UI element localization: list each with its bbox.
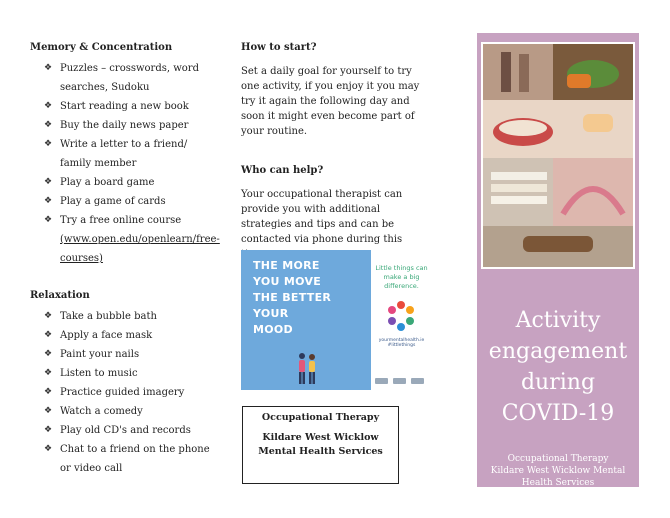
- poster-fine-print: [241, 338, 371, 353]
- cover-title: [477, 305, 639, 429]
- contact-box: [242, 406, 399, 484]
- poster-side-panel: [371, 250, 432, 390]
- cover-panel: [477, 33, 639, 487]
- list-item: ❖ Write a letter to a friend/ family member: [44, 135, 215, 173]
- sponsor-logos: [375, 378, 424, 384]
- list-item: ❖ Start reading a new book: [44, 97, 215, 116]
- list-item-label: Try a free online course: [60, 215, 182, 226]
- cover-footer-line: Occupational Therapy: [507, 454, 609, 464]
- how-heading: How to start?: [241, 42, 317, 53]
- list-item: ❖ Watch a comedy: [44, 402, 215, 421]
- list-item: ❖ Apply a face mask: [44, 326, 215, 345]
- who-text: Your occupational therapist can provide you with additional strategies and tips and can be contacted via phone during this: [241, 189, 403, 245]
- walking-figures-icon: [295, 352, 319, 386]
- sponsor-logo-icon: [393, 378, 406, 384]
- contact-line-1: Occupational Therapy: [261, 412, 380, 423]
- poster-headline-line: YOUR: [253, 307, 289, 320]
- list-item: ❖ Buy the daily news paper: [44, 116, 215, 135]
- list-item: ❖ Play old CD's and records: [44, 421, 215, 440]
- poster-headline-line: MOOD: [253, 323, 293, 336]
- who-heading: Who can help?: [241, 165, 324, 176]
- list-item: ❖ Chat to a friend on the phone or video call: [44, 440, 215, 478]
- activity-photo-collage: [481, 42, 635, 269]
- cover-footer-line: Kildare West Wicklow Mental: [490, 466, 626, 476]
- cover-footer-line: Health Services: [521, 478, 595, 488]
- how-text: Set a daily goal for yourself to try one activity, if you enjoy it you may try it again the following day and soon it might even become part of your routine.: [241, 66, 420, 137]
- list-item: ❖ Paint your nails: [44, 345, 215, 364]
- list-item: ❖ Play a board game: [44, 173, 215, 192]
- poster-tagline: Little things can make a big difference.: [375, 264, 428, 290]
- poster-headline-line: YOU MOVE: [253, 275, 322, 288]
- activities-column: [30, 42, 220, 478]
- sponsor-logo-icon: [375, 378, 388, 384]
- poster-site: yourmentalhealth.ie #littlethings: [378, 338, 425, 348]
- contact-line-2: Kildare West Wicklow Mental Health Services: [258, 432, 383, 457]
- sponsor-logo-icon: [411, 378, 424, 384]
- list-item: ❖ Puzzles – crosswords, word searches, Sudoku: [44, 59, 215, 97]
- course-link[interactable]: (www.open.edu/openlearn/free-courses): [60, 234, 220, 264]
- memory-list: [30, 59, 220, 268]
- mood-poster: [241, 250, 432, 390]
- relaxation-list: [30, 307, 215, 478]
- list-item: ❖ Listen to music: [44, 364, 215, 383]
- cover-title-line: engagement: [488, 339, 628, 364]
- list-item: ❖ Practice guided imagery: [44, 383, 215, 402]
- cover-title-line: COVID-19: [501, 401, 615, 426]
- poster-headline: [241, 250, 371, 338]
- relaxation-heading: Relaxation: [30, 290, 90, 301]
- list-item-online-course: [44, 211, 220, 268]
- list-item: ❖ Play a game of cards: [44, 192, 215, 211]
- memory-heading: Memory & Concentration: [30, 42, 173, 53]
- list-item: ❖ Take a bubble bath: [44, 307, 215, 326]
- poster-headline-line: THE BETTER: [253, 291, 332, 304]
- cover-title-line: during: [520, 370, 596, 395]
- guidance-column: [241, 42, 431, 262]
- cover-footer: [477, 453, 639, 489]
- collage-image: [483, 44, 633, 267]
- poster-headline-line: THE MORE: [253, 259, 320, 272]
- people-circle-logo-icon: [385, 300, 417, 332]
- poster-blue-panel: [241, 250, 371, 390]
- cover-title-line: Activity: [515, 308, 601, 333]
